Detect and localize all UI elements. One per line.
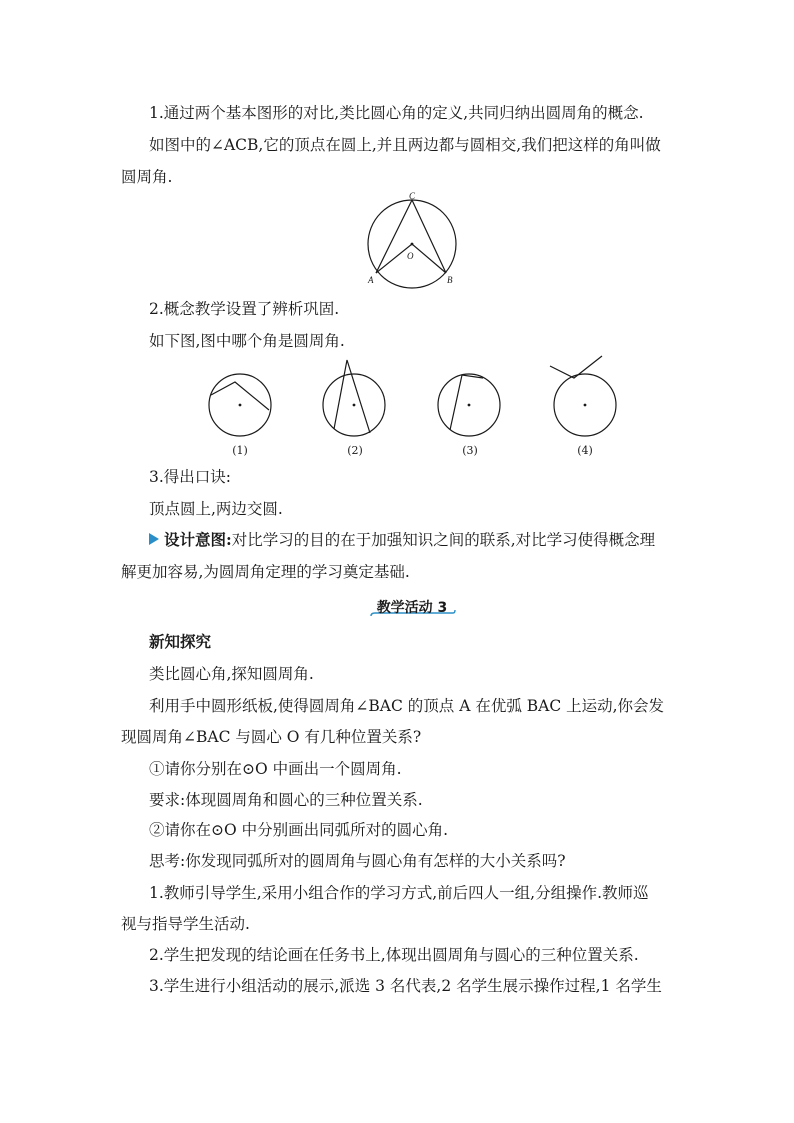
triangle-marker-icon [149,533,159,545]
design-intent-label: 设计意图: [164,530,232,549]
line-7b: 视与指导学生活动. [121,915,250,933]
para-4: 如下图,图中哪个角是圆周角. [149,332,345,350]
para-5: 3.得出口诀: [149,468,232,486]
para-2-line-2: 圆周角. [121,168,173,186]
line-1: 类比圆心角,探知圆周角. [149,665,314,683]
caption-1: (1) [232,444,248,457]
line-2b: 现圆周角∠BAC 与圆心 O 有几种位置关系? [121,728,422,746]
line-7a: 1.教师引导学生,采用小组合作的学习方式,前后四人一组,分组操作.教师巡 [149,884,649,902]
activity-title-box [367,595,457,619]
line-2a: 利用手中圆形纸板,使得圆周角∠BAC 的顶点 A 在优弧 BAC 上运动,你会发 [149,697,665,715]
design-intent-line-2: 解更加容易,为圆周角定理的学习奠定基础. [121,563,410,581]
angle-acb-sides [376,200,446,273]
design-intent-text-1: 对比学习的目的在于加强知识之间的联系,对比学习使得概念理 [231,531,656,549]
caption-4: (4) [577,444,593,457]
activity-title: 教学活动 3 [376,600,448,616]
line-5: ②请你在⊙O 中分别画出同弧所对的圆心角. [149,821,449,839]
section-heading: 新知探究 [149,632,212,651]
figure-1 [205,370,275,440]
caption-2: (2) [347,444,363,457]
para-1: 1.通过两个基本图形的对比,类比圆心角的定义,共同归纳出圆周角的概念. [149,104,644,122]
line-8: 2.学生把发现的结论画在任务书上,体现出圆周角与圆心的三种位置关系. [149,946,639,964]
figure-4 [546,350,622,442]
figure-3 [434,370,504,440]
label-a: A [368,275,374,285]
para-2-line-1: 如图中的∠ACB,它的顶点在圆上,并且两边都与圆相交,我们把这样的角叫做 [149,136,661,154]
line-6: 思考:你发现同弧所对的圆周角与圆心角有怎样的大小关系吗? [149,852,566,870]
design-intent-line-1 [164,530,655,550]
line-3: ①请你分别在⊙O 中画出一个圆周角. [149,760,402,778]
para-6: 顶点圆上,两边交圆. [149,500,283,518]
label-c: C [409,191,416,201]
line-9: 3.学生进行小组活动的展示,派选 3 名代表,2 名学生展示操作过程,1 名学生 [149,977,662,995]
figure-2 [318,356,390,442]
label-o: O [407,251,414,261]
para-3: 2.概念教学设置了辨析巩固. [149,300,340,318]
label-b: B [447,275,453,285]
center-point [411,243,414,246]
inscribed-angle-figure [360,190,470,290]
line-4: 要求:体现圆周角和圆心的三种位置关系. [149,791,423,809]
caption-3: (3) [462,444,478,457]
